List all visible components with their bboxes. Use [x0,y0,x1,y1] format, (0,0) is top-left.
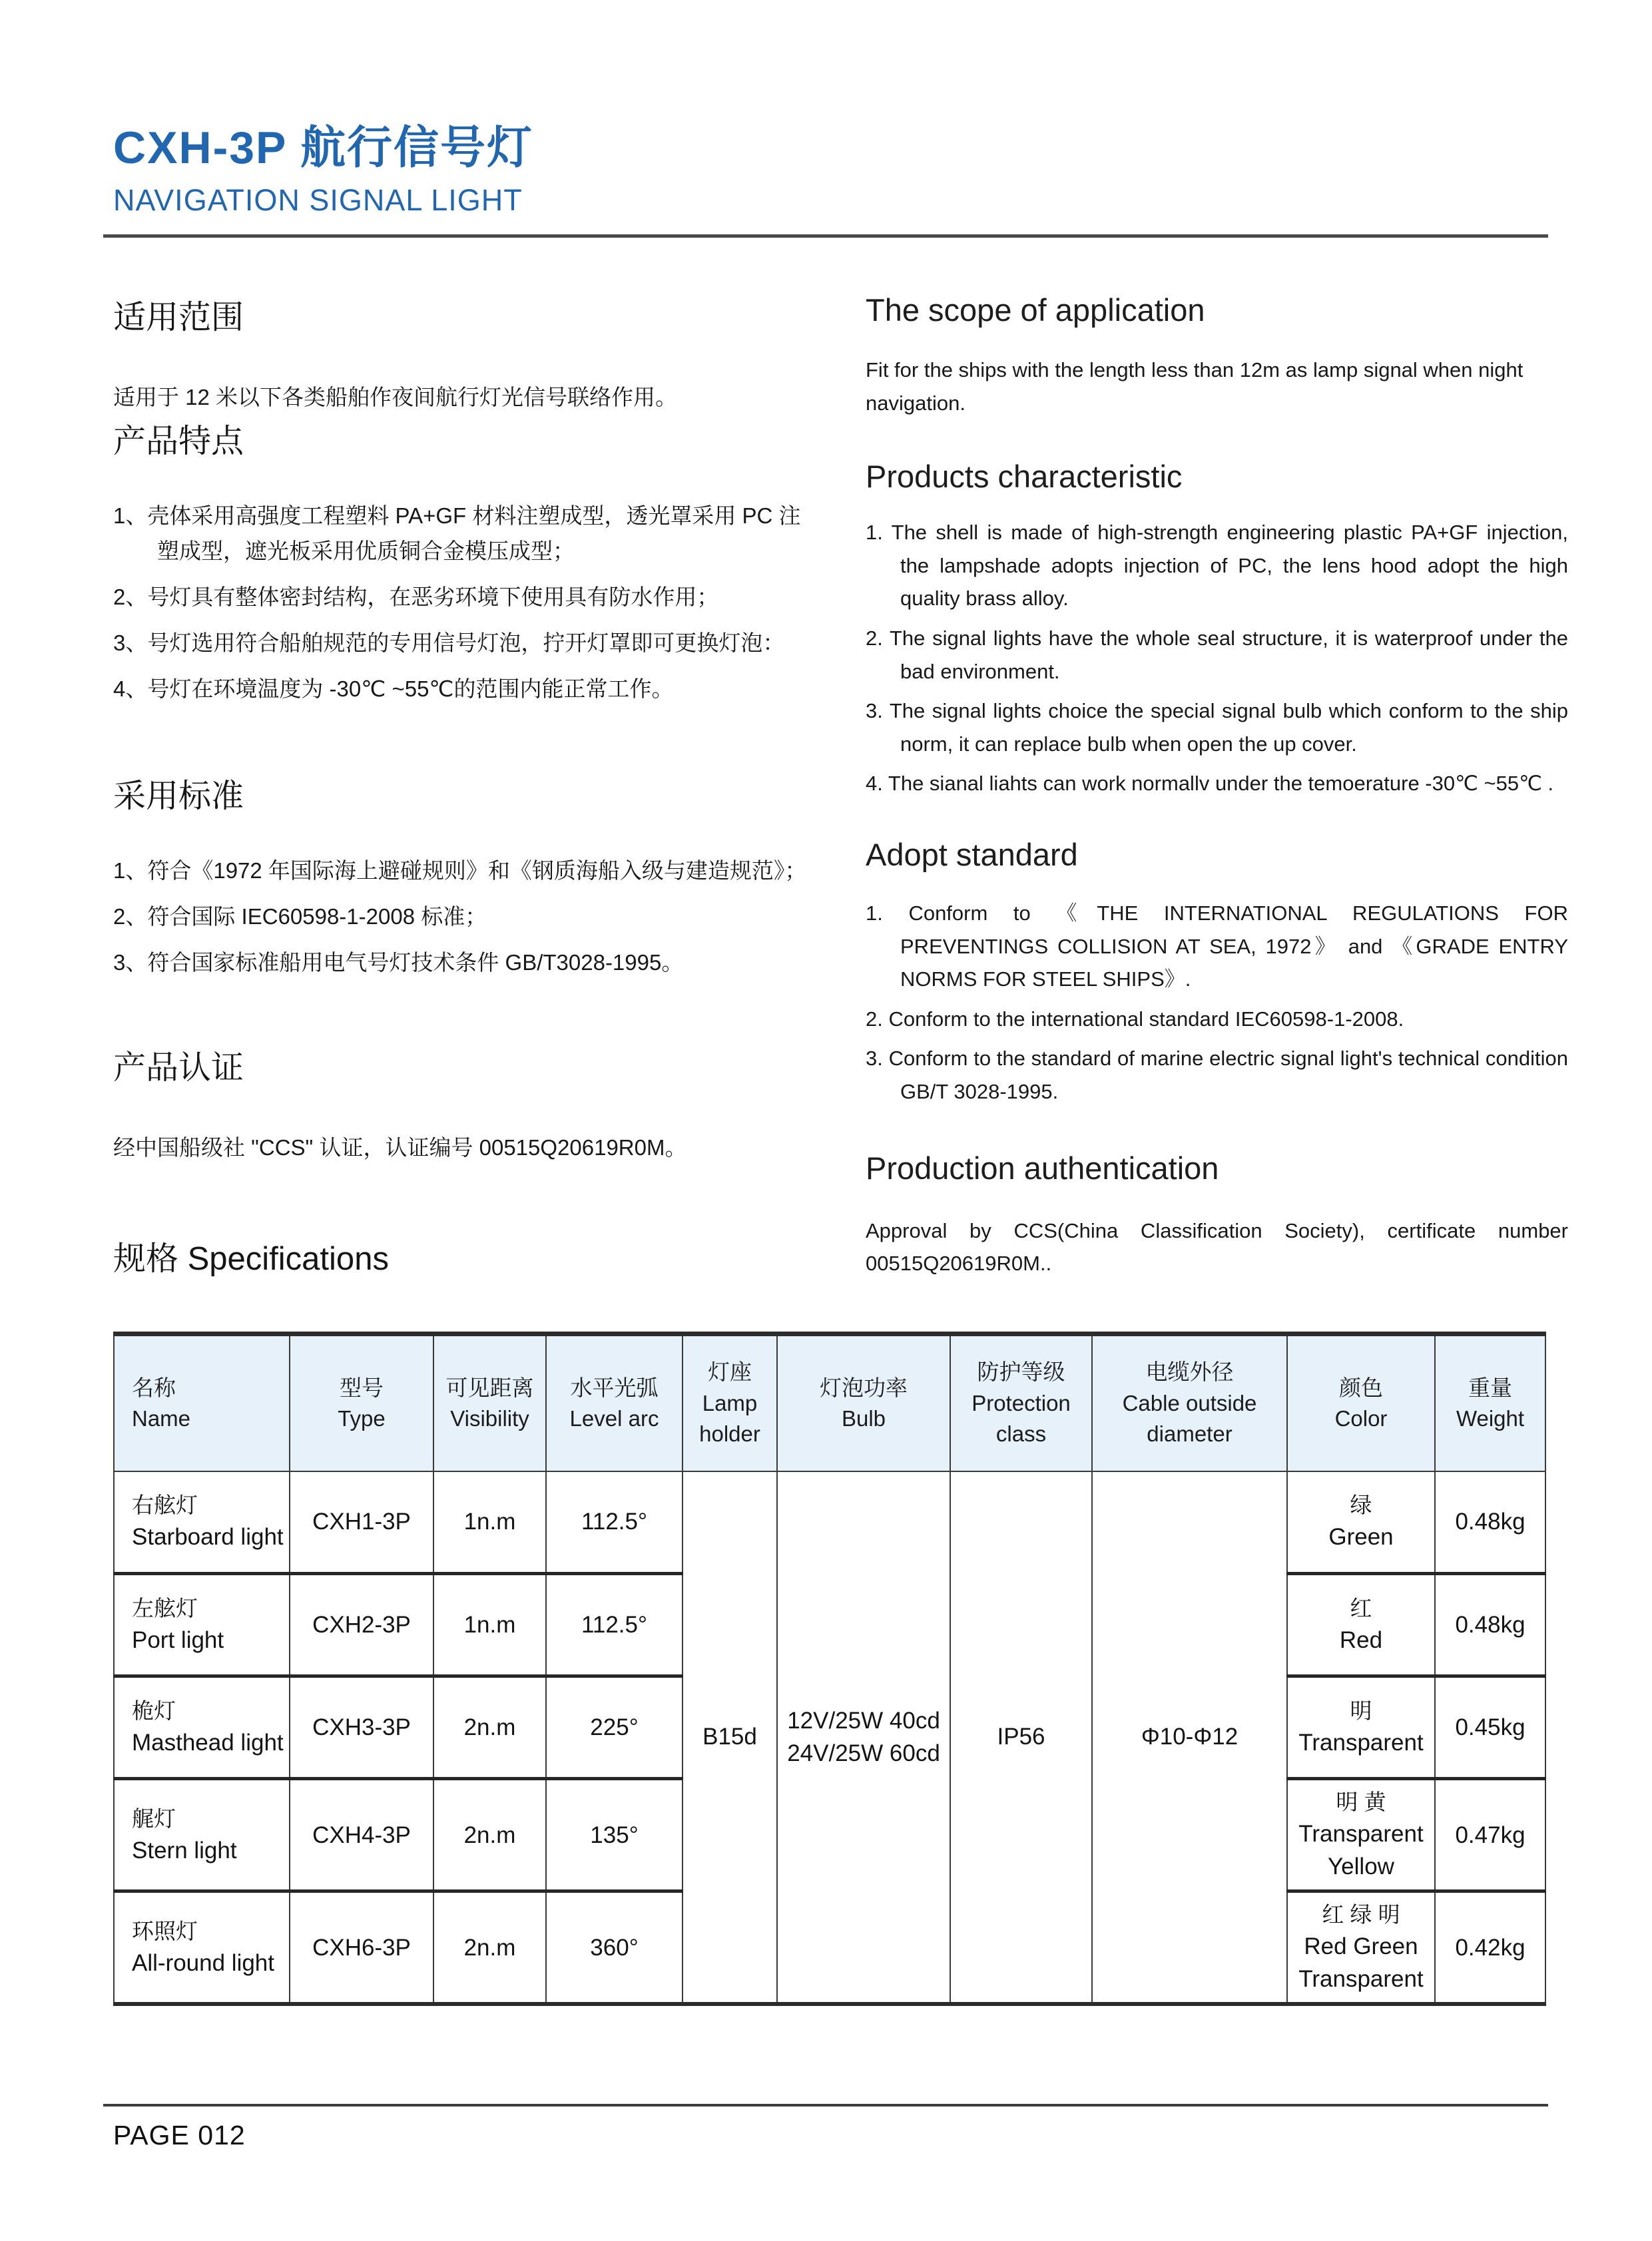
cell-arc: 360° [546,1891,683,2005]
list-item: 2、号灯具有整体密封结构，在恶劣环境下使用具有防水作用； [113,585,719,610]
cert-heading-cn: 产品认证 [113,1049,244,1086]
col-header-bulb: 灯泡功率 Bulb [777,1334,950,1471]
cell-type: CXH3-3P [290,1676,433,1779]
scope-body-cn: 适用于 12 米以下各类船舶作夜间航行灯光信号联络作用。 [113,385,678,409]
cell-visibility: 2n.m [433,1779,546,1891]
cell-visibility: 1n.m [433,1471,546,1574]
cell-arc: 135° [546,1779,683,1891]
page-title-cn: CXH-3P 航行信号灯 [113,123,534,173]
list-item: 3. The signal lights choice the special signal bulb which conform to the ship norm, it can replace bulb when open the up cover. [866,699,1568,756]
features-heading-cn: 产品特点 [113,423,244,460]
cell-visibility: 2n.m [433,1676,546,1779]
list-item: 3、符合国家标准船用电气号灯技术条件 GB/T3028-1995。 [113,950,684,975]
features-list-en [866,516,1568,800]
col-header-name: 名称 Name [114,1334,290,1471]
cell-type: CXH4-3P [290,1779,433,1891]
list-item: 1、壳体采用高强度工程塑料 PA+GF 材料注塑成型，透光罩采用 PC 注塑成型，遮光板采用优质铜合金模压成型； [113,503,801,564]
list-item: 3. Conform to the standard of marine electric signal light's technical condition GB/T 3028-1995. [866,1047,1568,1103]
spec-heading: 规格 Specifications [113,1241,389,1277]
cell-color: 明 Transparent [1287,1676,1435,1779]
page-title-en: NAVIGATION SIGNAL LIGHT [113,183,523,217]
cell-color: 红 绿 明 Red Green Transparent [1287,1891,1435,2005]
list-item: 1、符合《1972 年国际海上避碰规则》和《钢质海船入级与建造规范》； [113,858,807,883]
cell-color: 红 Red [1287,1574,1435,1676]
cell-type: CXH2-3P [290,1574,433,1676]
column-chinese [113,292,809,1166]
cell-name: 艉灯 Stern light [114,1779,290,1891]
cell-visibility: 1n.m [433,1574,546,1676]
standard-heading-cn: 采用标准 [113,778,244,815]
cert-heading-en: Production authentication [866,1150,1219,1186]
cell-arc: 225° [546,1676,683,1779]
cell-name: 环照灯 All-round light [114,1891,290,2005]
cell-cable: Φ10-Φ12 [1092,1471,1287,2005]
cell-arc: 112.5° [546,1471,683,1574]
features-heading-en: Products characteristic [866,459,1183,495]
list-item: 2. The signal lights have the whole seal structure, it is waterproof under the bad environment. [866,626,1568,683]
col-header-visibility: 可见距离 Visibility [433,1334,546,1471]
cell-visibility: 2n.m [433,1891,546,2005]
cell-name: 左舷灯 Port light [114,1574,290,1676]
cell-bulb: 12V/25W 40cd 24V/25W 60cd [777,1471,950,2005]
cell-weight: 0.47kg [1435,1779,1545,1891]
column-english [866,292,1568,1280]
table-row [114,1471,1545,1574]
spec-header-row [114,1334,1545,1471]
col-header-protection: 防护等级 Protection class [950,1334,1092,1471]
col-header-level-arc: 水平光弧 Level arc [546,1334,683,1471]
list-item: 1. The shell is made of high-strength engineering plastic PA+GF injection, the lampshade adopts injection of PC, the lens hood adopt the high quality brass alloy. [866,521,1568,611]
cell-protection: IP56 [950,1471,1092,2005]
list-item: 2、符合国际 IEC60598-1-2008 标准； [113,904,487,929]
scope-heading-en: The scope of application [866,292,1205,328]
cell-lamp-holder: B15d [683,1471,777,2005]
header-divider [103,234,1548,238]
document-header [113,112,533,218]
col-header-color: 颜色 Color [1287,1334,1435,1471]
col-header-lamp-holder: 灯座 Lamp holder [683,1334,777,1471]
cell-type: CXH6-3P [290,1891,433,2005]
list-item: 1. Conform to 《THE INTERNATIONAL REGULATIONS FOR PREVENTINGS COLLISION AT SEA, 1972》 and 《GRADE ENTRY NORMS FOR STEEL SHIPS》. [866,901,1568,991]
col-header-type: 型号 Type [290,1334,433,1471]
cell-weight: 0.48kg [1435,1471,1545,1574]
standard-list-cn [113,854,809,980]
spec-table [113,1332,1546,2006]
col-header-weight: 重量 Weight [1435,1334,1545,1471]
list-item: 4. The sianal liahts can work normallv under the temoerature -30℃ ~55℃ . [866,772,1554,796]
cell-name: 桅灯 Masthead light [114,1676,290,1779]
scope-body-en: Fit for the ships with the length less than 12m as lamp signal when night navigation. [866,358,1523,415]
cert-body-en: Approval by CCS(China Classification Society), certificate number 00515Q20619R0M.. [866,1218,1568,1276]
cell-weight: 0.42kg [1435,1891,1545,2005]
standard-list-en [866,897,1568,1109]
cert-body-cn: 经中国船级社 "CCS" 认证，认证编号 00515Q20619R0M。 [113,1134,687,1160]
col-header-cable: 电缆外径 Cable outside diameter [1092,1334,1287,1471]
list-item: 2. Conform to the international standard IEC60598-1-2008. [866,1007,1404,1031]
features-list-cn [113,499,809,706]
list-item: 3、号灯选用符合船舶规范的专用信号灯泡，拧开灯罩即可更换灯泡： [113,630,785,655]
cell-weight: 0.45kg [1435,1676,1545,1779]
list-item: 4、号灯在环境温度为 -30℃ ~55℃的范围内能正常工作。 [113,676,674,701]
standard-heading-en: Adopt standard [866,836,1078,872]
cell-type: CXH1-3P [290,1471,433,1574]
cell-name: 右舷灯 Starboard light [114,1471,290,1574]
cell-color: 明 黄 Transparent Yellow [1287,1779,1435,1891]
scope-heading-cn: 适用范围 [113,300,244,336]
cell-weight: 0.48kg [1435,1574,1545,1676]
cell-arc: 112.5° [546,1574,683,1676]
footer-divider [103,2104,1548,2107]
page-number: PAGE 012 [113,2120,246,2150]
cell-color: 绿 Green [1287,1471,1435,1574]
